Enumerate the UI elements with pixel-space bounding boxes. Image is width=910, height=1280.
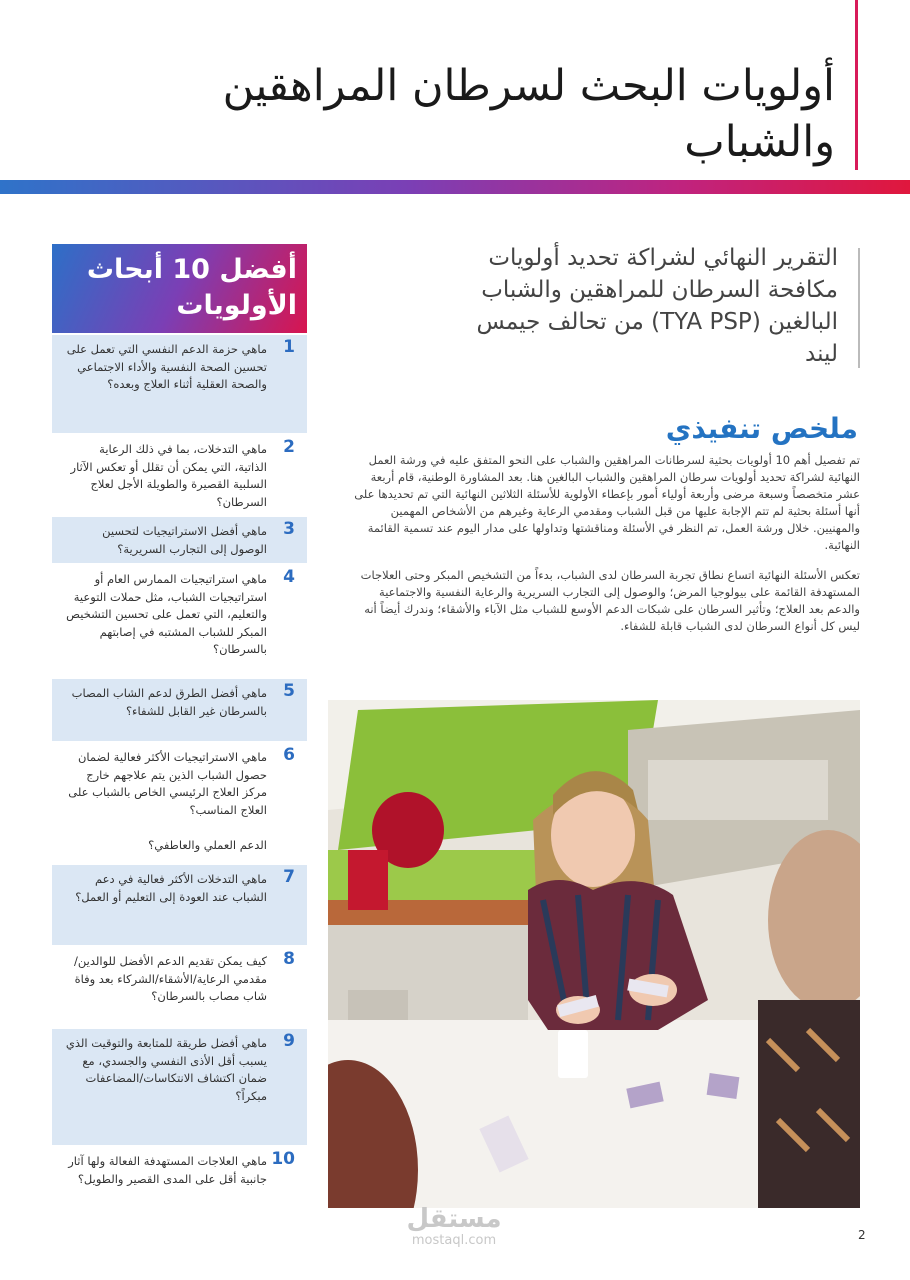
priority-question-2 bbox=[52, 435, 307, 515]
question-text: ماهي التدخلات، بما في ذلك الرعاية الذاتية، التي يمكن أن تقلل أو تعكس الآثار السلبية القصيرة والطويلة الأجل لعلاج السرطان؟ bbox=[70, 442, 267, 509]
question-text: ماهي حزمة الدعم النفسي التي تعمل على تحسين الصحة النفسية والأداء الاجتماعي والصحة العقلية أثناء العلاج وبعده؟ bbox=[66, 342, 267, 391]
title-accent-rule bbox=[855, 0, 858, 170]
question-text: ماهي استراتيجيات الممارس العام أو استراتيجيات الشباب، مثل حملات التوعية والتعليم، التي تعمل على تحسين التشخيص المبكر للشباب المشتبه في إصابتهم بالسرطان؟ bbox=[66, 572, 267, 656]
top-priorities-sidebar bbox=[52, 244, 307, 1211]
priority-question-8 bbox=[52, 947, 307, 1027]
question-number: 7 bbox=[283, 867, 295, 887]
young-woman-playing-cards-photo bbox=[328, 700, 860, 1208]
question-text: ماهي أفضل الطرق لدعم الشاب المصاب بالسرطان غير القابل للشفاء؟ bbox=[71, 686, 267, 718]
question-number: 4 bbox=[283, 567, 295, 587]
priority-question-10 bbox=[52, 1147, 307, 1211]
question-text: كيف يمكن تقديم الدعم الأفضل للوالدين/ مقدمي الرعاية/الأشقاء/الشركاء بعد وفاة شاب مصاب بالسرطان؟ bbox=[74, 954, 267, 1003]
watermark bbox=[398, 1204, 510, 1248]
priority-question-3 bbox=[52, 517, 307, 563]
page-number: 2 bbox=[858, 1228, 866, 1242]
priority-question-7 bbox=[52, 865, 307, 945]
watermark-logo: مستقل bbox=[406, 1204, 502, 1234]
question-number: 10 bbox=[271, 1149, 295, 1169]
question-number: 6 bbox=[283, 745, 295, 765]
question-text: ماهي أفضل الاستراتيجيات لتحسين الوصول إلى التجارب السريرية؟ bbox=[102, 524, 267, 556]
question-number: 8 bbox=[283, 949, 295, 969]
subtitle-accent-rule bbox=[858, 248, 860, 368]
question-text: ماهي العلاجات المستهدفة الفعالة ولها آثار جانبية أقل على المدى القصير والطويل؟ bbox=[68, 1154, 267, 1186]
sidebar-title: أفضل 10 أبحاث الأولويات bbox=[52, 244, 307, 333]
priority-question-6 bbox=[52, 743, 307, 863]
question-number: 9 bbox=[283, 1031, 295, 1051]
question-text: ماهي التدخلات الأكثر فعالية في دعم الشباب عند العودة إلى التعليم أو العمل؟ bbox=[75, 872, 267, 904]
summary-paragraph: تم تفصيل أهم 10 أولويات بحثية لسرطانات المراهقين والشباب على النحو المتفق عليه في ورشة العمل النهائية لشراكة تحديد أولويات سرطان المراهقين والشباب البالغين هنا. بعد المشاورة الوطنية، قام أربعة عشر متخصصاً وسبعة مرضى وأربعة أولياء أمور بإعطاء الأولوية للأسئلة الثلاثين النهائية التي تم تحديدها على أنها أسئلة بحثية لم تتم الإجابة عليها من قبل الشباب ومقدمي الرعاية وغيرهم من الأشخاص المهمين والمهنيين. خلال ورشة العمل، تم النظر في الأسئلة ومناقشتها وتداولها على مدار اليوم عند تسمية القائمة النهائية. bbox=[354, 453, 860, 552]
priority-question-5 bbox=[52, 679, 307, 741]
priority-question-9 bbox=[52, 1029, 307, 1145]
question-number: 1 bbox=[283, 337, 295, 357]
watermark-domain: mostaql.com bbox=[411, 1233, 497, 1248]
question-number: 5 bbox=[283, 681, 295, 701]
question-number: 2 bbox=[283, 437, 295, 457]
gradient-band bbox=[0, 180, 910, 194]
page-title: أولويات البحث لسرطان المراهقين والشباب bbox=[222, 61, 835, 167]
report-subtitle: التقرير النهائي لشراكة تحديد أولويات مكافحة السرطان للمراهقين والشباب البالغين (TYA PSP) من تحالف جيمس ليند bbox=[476, 245, 838, 367]
summary-paragraph: تعكس الأسئلة النهائية اتساع نطاق تجربة السرطان لدى الشباب، بدءاً من التشخيص المبكر وحتى العلاجات المستهدفة القائمة على بيولوجيا المرض؛ والوصول إلى التجارب السريرية والرعاية النفسية والاجتماعية والدعم بعد العلاج؛ وتأثير السرطان على شبكات الدعم الأوسع للشباب مثل الآباء والأشقاء؛ وندرك أيضاً أنه ليس كل أنواع السرطان لدى الشباب قابلة للشفاء. bbox=[360, 568, 860, 633]
priority-question-4 bbox=[52, 565, 307, 677]
question-text: ماهي الاستراتيجيات الأكثر فعالية لضمان حصول الشباب الذين يتم علاجهم خارج مركز العلاج الرئيسي الخاص بالشباب على العلاج المناسب؟ الدعم العملي والعاطفي؟ bbox=[68, 750, 267, 852]
executive-summary-body bbox=[348, 452, 860, 648]
priority-question-1 bbox=[52, 335, 307, 433]
question-text: ماهي أفضل طريقة للمتابعة والتوقيت الذي يسبب أقل الأذى النفسي والجسدي، مع ضمان اكتشاف الانتكاسات/المضاعفات مبكراً؟ bbox=[65, 1036, 267, 1103]
question-number: 3 bbox=[283, 519, 295, 539]
executive-summary-heading: ملخص تنفيذي bbox=[665, 412, 858, 445]
